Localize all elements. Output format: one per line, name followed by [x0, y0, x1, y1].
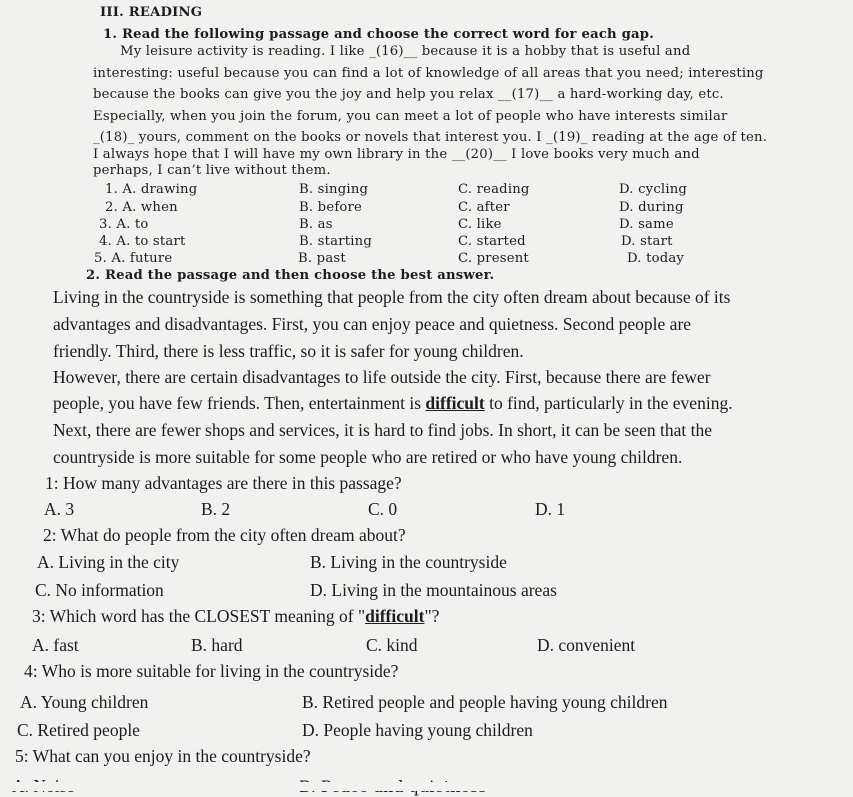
part2-instruction: 2. Read the passage and then choose the best answer. — [86, 268, 495, 283]
q3-option-b[interactable]: B. hard — [191, 635, 243, 655]
q16-option-a[interactable]: 1. A. drawing — [105, 182, 198, 197]
q1-option-a[interactable]: A. 3 — [44, 499, 75, 519]
question-4: 4: Who is more suitable for living in the countryside? — [24, 661, 399, 681]
q18-option-a[interactable]: 3. A. to — [99, 217, 149, 232]
q17-option-b[interactable]: B. before — [299, 200, 363, 215]
q20-option-c[interactable]: C. present — [458, 251, 529, 266]
page-bottom-edge — [0, 782, 853, 791]
q19-option-a[interactable]: 4. A. to start — [99, 234, 186, 249]
q16-option-d[interactable]: D. cycling — [619, 182, 688, 197]
q3-keyword-difficult: difficult — [365, 606, 425, 626]
q1-option-c[interactable]: C. 0 — [368, 499, 398, 519]
q19-option-c[interactable]: C. started — [458, 234, 526, 249]
q3-option-a[interactable]: A. fast — [32, 635, 79, 655]
passage1-line-1: My leisure activity is reading. I like _(16)__ because it is a hobby that is useful and — [120, 44, 691, 59]
passage2-line-6: Next, there are fewer shops and services, it is hard to find jobs. In short, it can be seen that the — [53, 420, 712, 440]
q3-option-c[interactable]: C. kind — [366, 635, 418, 655]
passage1-line-3: because the books can give you the joy and help you relax __(17)__ a hard-working day, etc. — [93, 87, 724, 102]
passage1-line-5: _(18)_ yours, comment on the books or novels that interest you. I _(19)_ reading at the age of ten. — [93, 130, 768, 145]
passage2-line-5: people, you have few friends. Then, entertainment is difficult to find, particularly in the evening. — [53, 393, 733, 413]
q2-option-a[interactable]: A. Living in the city — [37, 552, 180, 572]
q19-option-d[interactable]: D. start — [621, 234, 673, 249]
q17-option-a[interactable]: 2. A. when — [105, 200, 178, 215]
q1-option-b[interactable]: B. 2 — [201, 499, 231, 519]
q18-option-d[interactable]: D. same — [619, 217, 674, 232]
q1-option-d[interactable]: D. 1 — [535, 499, 566, 519]
passage1-line-6: I always hope that I will have my own library in the __(20)__ I love books very much and — [93, 147, 700, 162]
keyword-difficult: difficult — [425, 393, 485, 413]
question-5: 5: What can you enjoy in the countryside? — [15, 746, 311, 766]
q2-option-d[interactable]: D. Living in the mountainous areas — [310, 580, 557, 600]
question-1: 1: How many advantages are there in this passage? — [45, 473, 402, 493]
q20-option-a[interactable]: 5. A. future — [94, 251, 173, 266]
passage1-line-4: Especially, when you join the forum, you can meet a lot of people who have interests similar — [93, 109, 728, 124]
passage2-line-7: countryside is more suitable for some people who are retired or who have young children. — [53, 447, 683, 467]
passage2-line-1: Living in the countryside is something that people from the city often dream about because of its — [53, 287, 731, 307]
q16-option-c[interactable]: C. reading — [458, 182, 530, 197]
q18-option-b[interactable]: B. as — [299, 217, 333, 232]
question-3: 3: Which word has the CLOSEST meaning of "difficult"? — [32, 606, 440, 626]
question-2: 2: What do people from the city often dream about? — [43, 525, 406, 545]
q17-option-d[interactable]: D. during — [619, 200, 684, 215]
q4-option-c[interactable]: C. Retired people — [17, 720, 140, 740]
passage2-line-2: advantages and disadvantages. First, you can enjoy peace and quietness. Second people are — [53, 314, 692, 334]
passage1-line-7: perhaps, I can’t live without them. — [93, 163, 331, 178]
passage1-line-2: interesting: useful because you can find a lot of knowledge of all areas that you need; interesting — [93, 66, 764, 81]
passage2-line-3: friendly. Third, there is less traffic, so it is safer for young children. — [53, 341, 524, 361]
q2-option-c[interactable]: C. No information — [35, 580, 164, 600]
section-title: III. READING — [100, 5, 203, 20]
q19-option-b[interactable]: B. starting — [299, 234, 372, 249]
q4-option-d[interactable]: D. People having young children — [302, 720, 533, 740]
q20-option-d[interactable]: D. today — [627, 251, 685, 266]
part1-instruction: 1. Read the following passage and choose the correct word for each gap. — [103, 27, 655, 42]
q4-option-a[interactable]: A. Young children — [20, 692, 149, 712]
q2-option-b[interactable]: B. Living in the countryside — [310, 552, 507, 572]
passage2-line-4: However, there are certain disadvantages to life outside the city. First, because there are fewer — [53, 367, 711, 387]
q17-option-c[interactable]: C. after — [458, 200, 510, 215]
q4-option-b[interactable]: B. Retired people and people having young children — [302, 692, 668, 712]
q18-option-c[interactable]: C. like — [458, 217, 502, 232]
q16-option-b[interactable]: B. singing — [299, 182, 369, 197]
q3-option-d[interactable]: D. convenient — [537, 635, 636, 655]
q20-option-b[interactable]: B. past — [298, 251, 346, 266]
